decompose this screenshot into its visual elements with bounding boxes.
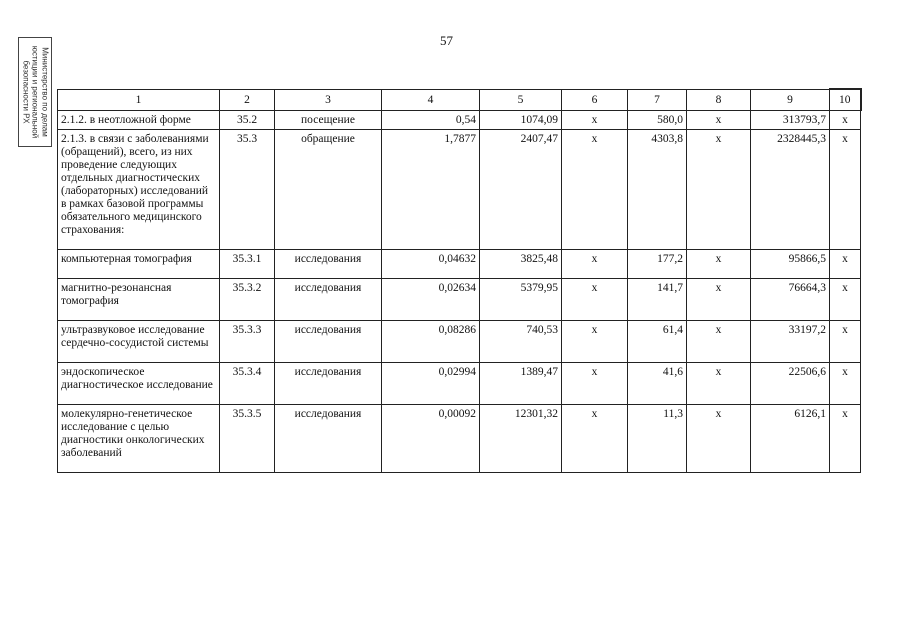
data-table [57, 88, 862, 473]
row-unit-cell: обращение [275, 130, 382, 250]
stamp-line: безопасности РХ [21, 60, 31, 124]
registration-stamp [18, 37, 52, 147]
table-row [58, 279, 861, 321]
row-cell-col4: 0,54 [382, 111, 480, 130]
column-header: 6 [562, 89, 628, 111]
row-unit-cell: исследования [275, 363, 382, 405]
table-row [58, 111, 861, 130]
row-cell-col7: 11,3 [628, 405, 687, 473]
column-header: 2 [220, 89, 275, 111]
row-code-cell: 35.3.1 [220, 250, 275, 279]
row-cell-col8: х [687, 130, 751, 250]
row-cell-col8: х [687, 405, 751, 473]
row-name-cell: ультразвуковое исследование сердечно-сосудистой системы [58, 321, 220, 363]
row-cell-col9: 33197,2 [751, 321, 830, 363]
row-name-cell: молекулярно-генетическое исследование с целью диагностики онкологических заболеваний [58, 405, 220, 473]
row-unit-cell: исследования [275, 250, 382, 279]
row-code-cell: 35.3.2 [220, 279, 275, 321]
row-cell-col8: х [687, 111, 751, 130]
table-row [58, 363, 861, 405]
row-cell-col6: х [562, 130, 628, 250]
row-cell-col6: х [562, 250, 628, 279]
row-cell-col7: 4303,8 [628, 130, 687, 250]
row-cell-col6: х [562, 321, 628, 363]
row-cell-col9: 2328445,3 [751, 130, 830, 250]
row-cell-col7: 41,6 [628, 363, 687, 405]
row-unit-cell: исследования [275, 405, 382, 473]
page-number: 57 [440, 33, 453, 48]
column-header: 8 [687, 89, 751, 111]
table-row [58, 405, 861, 473]
row-cell-col9: 6126,1 [751, 405, 830, 473]
row-cell-col10: х [830, 250, 861, 279]
stamp-text [21, 38, 50, 146]
stamp-line: Министерство по делам [40, 47, 50, 137]
column-header: 9 [751, 89, 830, 111]
row-cell-col5: 1074,09 [480, 111, 562, 130]
row-cell-col4: 0,04632 [382, 250, 480, 279]
column-header: 1 [58, 89, 220, 111]
row-cell-col5: 3825,48 [480, 250, 562, 279]
stamp-line: юстиции и региональной [30, 45, 40, 139]
row-cell-col5: 5379,95 [480, 279, 562, 321]
row-cell-col7: 177,2 [628, 250, 687, 279]
table-row [58, 250, 861, 279]
row-name-cell: эндоскопическое диагностическое исследование [58, 363, 220, 405]
row-cell-col10: х [830, 363, 861, 405]
row-name-cell: магнитно-резонансная томография [58, 279, 220, 321]
row-cell-col5: 740,53 [480, 321, 562, 363]
row-cell-col10: х [830, 321, 861, 363]
table-row [58, 321, 861, 363]
column-header: 5 [480, 89, 562, 111]
row-cell-col6: х [562, 363, 628, 405]
row-cell-col5: 1389,47 [480, 363, 562, 405]
row-cell-col9: 76664,3 [751, 279, 830, 321]
row-cell-col8: х [687, 321, 751, 363]
row-cell-col4: 0,02634 [382, 279, 480, 321]
row-code-cell: 35.3.5 [220, 405, 275, 473]
row-cell-col8: х [687, 363, 751, 405]
row-cell-col4: 1,7877 [382, 130, 480, 250]
row-code-cell: 35.3 [220, 130, 275, 250]
row-name-cell: 2.1.3. в связи с заболеваниями (обращений), всего, из них проведение следующих отдельных диагностических (лабораторных) исследований в рамках базовой программы обязательного медицинского страхования: [58, 130, 220, 250]
table-row [58, 130, 861, 250]
row-cell-col10: х [830, 130, 861, 250]
row-cell-col7: 141,7 [628, 279, 687, 321]
row-cell-col10: х [830, 405, 861, 473]
row-cell-col9: 313793,7 [751, 111, 830, 130]
column-header: 4 [382, 89, 480, 111]
row-cell-col9: 95866,5 [751, 250, 830, 279]
row-name-cell: компьютерная томография [58, 250, 220, 279]
row-cell-col6: х [562, 111, 628, 130]
row-cell-col4: 0,02994 [382, 363, 480, 405]
row-cell-col8: х [687, 250, 751, 279]
row-unit-cell: посещение [275, 111, 382, 130]
row-cell-col4: 0,00092 [382, 405, 480, 473]
row-cell-col5: 2407,47 [480, 130, 562, 250]
row-cell-col7: 61,4 [628, 321, 687, 363]
column-header: 10 [830, 89, 861, 111]
row-cell-col7: 580,0 [628, 111, 687, 130]
row-cell-col10: х [830, 111, 861, 130]
row-cell-col9: 22506,6 [751, 363, 830, 405]
row-cell-col4: 0,08286 [382, 321, 480, 363]
row-cell-col6: х [562, 405, 628, 473]
row-code-cell: 35.3.3 [220, 321, 275, 363]
row-unit-cell: исследования [275, 279, 382, 321]
row-unit-cell: исследования [275, 321, 382, 363]
row-code-cell: 35.2 [220, 111, 275, 130]
row-code-cell: 35.3.4 [220, 363, 275, 405]
table-header-row [58, 89, 861, 111]
row-cell-col8: х [687, 279, 751, 321]
row-name-cell: 2.1.2. в неотложной форме [58, 111, 220, 130]
row-cell-col5: 12301,32 [480, 405, 562, 473]
column-header: 3 [275, 89, 382, 111]
row-cell-col10: х [830, 279, 861, 321]
row-cell-col6: х [562, 279, 628, 321]
column-header: 7 [628, 89, 687, 111]
